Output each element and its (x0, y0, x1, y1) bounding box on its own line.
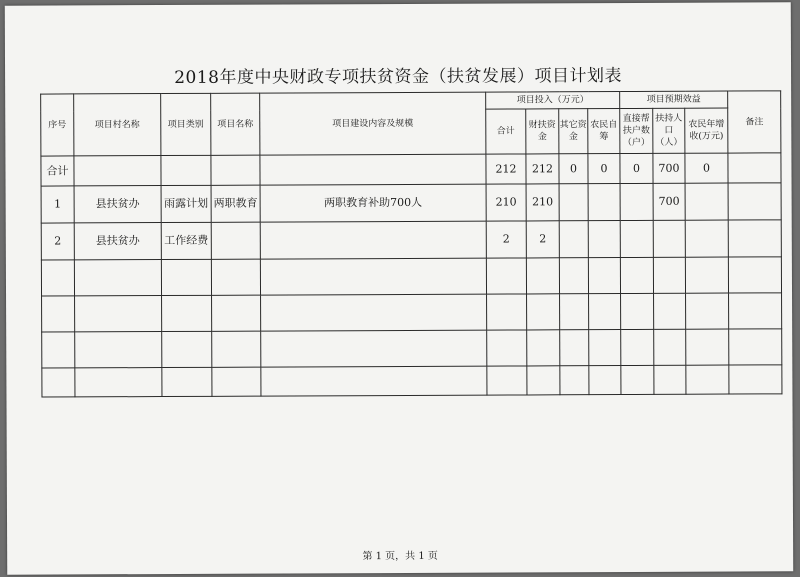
cell-empty (161, 155, 211, 185)
header-benefit-group: 项目预期效益 (620, 91, 728, 108)
total-income: 0 (685, 153, 728, 183)
header-seq: 序号 (41, 94, 74, 156)
row-income (685, 220, 728, 257)
total-label: 合计 (41, 156, 74, 186)
header-other: 其它资金 (559, 109, 588, 154)
header-population: 扶持人口（人） (653, 108, 685, 153)
header-households: 直接帮扶户数（户） (620, 108, 653, 153)
row-farmer (588, 221, 620, 258)
table-row (41, 183, 781, 223)
total-fiscal: 212 (526, 154, 559, 184)
header-village: 项目村名称 (74, 94, 161, 156)
total-other: 0 (559, 154, 588, 184)
row-other (559, 184, 588, 221)
document-title: 2018年度中央财政专项扶贫资金（扶贫发展）项目计划表 (174, 66, 622, 88)
row-category: 雨露计划 (161, 185, 211, 222)
header-category: 项目类别 (161, 93, 211, 155)
project-plan-table (40, 90, 782, 397)
header-farmer: 农民自筹 (588, 109, 620, 154)
row-project-name (211, 222, 260, 259)
header-project-name: 项目名称 (211, 93, 260, 155)
cell-empty (728, 153, 781, 183)
row-project-name: 两职教育 (211, 185, 260, 222)
row-seq: 1 (41, 186, 74, 223)
row-total: 2 (486, 221, 526, 258)
cell-empty (260, 154, 486, 185)
row-seq: 2 (41, 223, 74, 260)
row-remark (728, 220, 781, 257)
header-content: 项目建设内容及规模 (260, 92, 486, 155)
row-fiscal: 210 (526, 184, 559, 221)
total-farmer: 0 (588, 154, 620, 184)
row-fiscal: 2 (526, 221, 559, 258)
row-population (653, 220, 685, 257)
total-total: 212 (486, 154, 526, 184)
header-income: 农民年增收(万元) (685, 108, 728, 153)
table-row-empty (41, 257, 781, 296)
table-row-empty (42, 293, 782, 332)
total-population: 700 (653, 153, 685, 183)
row-content: 两职教育补助700人 (260, 184, 486, 222)
header-total: 合计 (486, 109, 526, 154)
table-row-total (41, 153, 781, 186)
row-population: 700 (653, 183, 685, 220)
page-footer: 第 1 页，共 1 页 (362, 550, 438, 563)
row-other (559, 221, 588, 258)
row-content (260, 221, 486, 259)
row-total: 210 (486, 184, 526, 221)
row-village: 县扶贫办 (74, 186, 161, 223)
cell-empty (211, 155, 260, 185)
header-investment-group: 项目投入（万元） (486, 92, 620, 110)
header-fiscal: 财扶资金 (526, 109, 559, 154)
scanned-page (5, 2, 793, 574)
row-households (620, 183, 653, 220)
table-row (41, 220, 781, 260)
header-remark: 备注 (728, 91, 781, 153)
row-farmer (588, 184, 620, 221)
row-village: 县扶贫办 (74, 223, 161, 260)
table-row-empty (42, 329, 782, 368)
table-row-empty (42, 365, 782, 397)
row-remark (728, 183, 781, 220)
row-category: 工作经费 (161, 222, 211, 259)
cell-empty (74, 156, 161, 186)
row-income (685, 183, 728, 220)
row-households (620, 220, 653, 257)
total-households: 0 (620, 153, 653, 183)
